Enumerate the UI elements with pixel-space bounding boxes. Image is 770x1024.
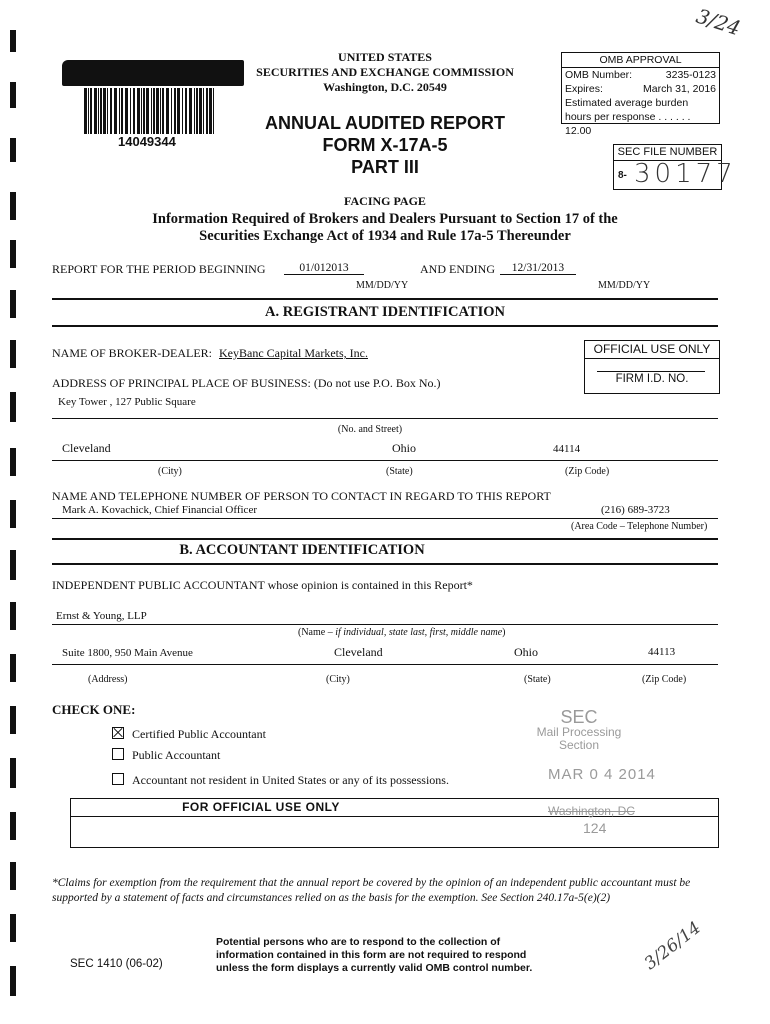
barcode-bar xyxy=(119,88,120,134)
barcode-bar xyxy=(110,88,112,134)
scan-mark xyxy=(10,966,16,996)
barcode-bar xyxy=(100,88,102,134)
scan-mark xyxy=(10,30,16,52)
scan-mark xyxy=(10,602,16,630)
acct-state-hint: (State) xyxy=(524,674,551,685)
section-divider xyxy=(52,325,718,327)
field-line xyxy=(52,624,718,625)
facing-line2: Securities Exchange Act of 1934 and Rule 17a-5 Thereunder xyxy=(199,228,571,244)
barcode-bar xyxy=(213,88,214,134)
agency-line3: Washington, D.C. 20549 xyxy=(323,80,447,94)
agency-line1: UNITED STATES xyxy=(338,50,432,64)
notice-line3: unless the form displays a currently valid OMB control number. xyxy=(216,962,533,974)
zip-value[interactable]: 44114 xyxy=(553,443,581,455)
acct-city-hint: (City) xyxy=(326,674,350,685)
broker-dealer-value[interactable]: KeyBanc Capital Markets, Inc. xyxy=(219,346,368,360)
phone-value[interactable]: (216) 689-3723 xyxy=(601,504,670,516)
barcode-bar xyxy=(133,88,135,134)
barcode-bar xyxy=(196,88,198,134)
barcode-bar xyxy=(146,88,149,134)
barcode-bar xyxy=(203,88,204,134)
barcode-bar xyxy=(209,88,212,134)
form-title: FORM X-17A-5 xyxy=(322,135,448,155)
acct-city-value[interactable]: Cleveland xyxy=(334,645,383,659)
facing-page-title: FACING PAGE xyxy=(344,194,426,208)
scan-mark xyxy=(10,448,16,476)
omb-number-value: 3235-0123 xyxy=(665,69,716,81)
form-id: SEC 1410 (06-02) xyxy=(70,958,163,970)
barcode-bar xyxy=(199,88,202,134)
barcode-bar xyxy=(177,88,180,134)
barcode-bar xyxy=(143,88,145,134)
checkbox-icon[interactable] xyxy=(112,773,124,785)
barcode-bar xyxy=(107,88,108,134)
scan-mark xyxy=(10,654,16,682)
barcode-bar xyxy=(94,88,97,134)
scan-mark xyxy=(10,500,16,528)
barcode-bar xyxy=(88,88,89,134)
period-begin-hint: MM/DD/YY xyxy=(356,280,409,291)
city-hint: (City) xyxy=(158,466,182,477)
stamp-number: 124 xyxy=(583,820,607,836)
acct-zip-hint: (Zip Code) xyxy=(642,674,687,685)
period-end-label: AND ENDING xyxy=(420,262,495,276)
scan-mark xyxy=(10,138,16,162)
section-b-title: B. ACCOUNTANT IDENTIFICATION xyxy=(179,542,425,558)
omb-expires-value: March 31, 2016 xyxy=(643,83,716,95)
accountant-label: INDEPENDENT PUBLIC ACCOUNTANT whose opinion is contained in this Report* xyxy=(52,578,473,592)
official-use-box xyxy=(584,340,720,394)
handwritten-annotation-top: 3/24 xyxy=(693,3,744,41)
field-line xyxy=(52,418,718,419)
omb-number-label: OMB Number: xyxy=(565,69,633,81)
official-use-label: OFFICIAL USE ONLY xyxy=(585,341,719,359)
state-value[interactable]: Ohio xyxy=(392,441,416,455)
scan-mark xyxy=(10,914,16,942)
section-a-title: A. REGISTRANT IDENTIFICATION xyxy=(265,304,505,320)
field-line xyxy=(52,664,718,665)
acct-state-value[interactable]: Ohio xyxy=(514,645,538,659)
checkbox-checked-icon[interactable] xyxy=(112,727,124,739)
barcode-bar xyxy=(151,88,152,134)
facing-line1: Information Required of Brokers and Dealers Pursuant to Section 17 of the xyxy=(152,211,618,227)
firm-id-label: FIRM I.D. NO. xyxy=(615,373,689,385)
barcode-bar xyxy=(130,88,131,134)
agency-line2: SECURITIES AND EXCHANGE COMMISSION xyxy=(256,65,514,79)
check-one-label: CHECK ONE: xyxy=(52,702,136,717)
omb-approval-box xyxy=(561,52,720,137)
sec-file-label: SEC FILE NUMBER xyxy=(614,145,721,161)
option-public-accountant[interactable]: Public Accountant xyxy=(112,747,220,763)
notice-line2: information contained in this form are not required to respond xyxy=(216,949,527,961)
scan-mark xyxy=(10,340,16,368)
barcode-bar xyxy=(90,88,92,134)
footnote: *Claims for exemption from the requirement that the annual report be covered by the opinion of an independent public accountant must be supported by a statement of facts and circumstances relied on as the basis for the exemption. See Section 240.17a-5(e)(2) xyxy=(52,877,691,904)
acct-address-hint: (Address) xyxy=(88,674,128,685)
omb-hours: hours per response . . . . . . 12.00 xyxy=(565,111,691,137)
barcode-bar xyxy=(103,88,106,134)
scan-mark xyxy=(10,192,16,220)
scan-mark xyxy=(10,240,16,268)
street-value[interactable]: Key Tower , 127 Public Square xyxy=(58,396,196,408)
period-end-value[interactable]: 12/31/2013 xyxy=(500,262,576,275)
period-begin-value[interactable]: 01/012013 xyxy=(284,262,364,275)
state-hint: (State) xyxy=(386,466,413,477)
sec-file-prefix: 8- xyxy=(618,170,627,181)
acct-zip-value[interactable]: 44113 xyxy=(648,646,676,658)
option-not-resident[interactable]: Accountant not resident in United States or any of its possessions. xyxy=(112,772,449,788)
barcode-bar xyxy=(171,88,172,134)
sec-file-number-box xyxy=(613,144,737,190)
redaction-bar xyxy=(62,60,244,86)
received-stamp: SEC Mail Processing Section xyxy=(536,707,622,752)
barcode-bar xyxy=(189,88,192,134)
section-divider xyxy=(52,563,718,565)
notice-line1: Potential persons who are to respond to the collection of xyxy=(216,936,501,948)
omb-expires-label: Expires: xyxy=(565,83,603,95)
stamp-city: Washington, DC xyxy=(548,804,635,818)
barcode-bar xyxy=(185,88,187,134)
barcode-bar xyxy=(160,88,161,134)
scan-mark xyxy=(10,290,16,318)
barcode-bar xyxy=(194,88,195,134)
acct-address-value[interactable]: Suite 1800, 950 Main Avenue xyxy=(62,647,193,659)
field-line xyxy=(52,460,718,461)
scan-mark xyxy=(10,550,16,580)
phone-hint: (Area Code – Telephone Number) xyxy=(571,521,708,532)
for-official-use-label: FOR OFFICIAL USE ONLY xyxy=(182,800,340,814)
barcode-bar xyxy=(153,88,155,134)
contact-value[interactable]: Mark A. Kovachick, Chief Financial Officer xyxy=(62,504,257,516)
scan-mark xyxy=(10,862,16,890)
period-begin-label: REPORT FOR THE PERIOD BEGINNING xyxy=(52,262,266,276)
scan-mark xyxy=(10,812,16,840)
scan-mark xyxy=(10,82,16,108)
barcode-bar xyxy=(137,88,140,134)
scan-mark xyxy=(10,758,16,788)
omb-title: OMB APPROVAL xyxy=(562,53,719,68)
address-label: ADDRESS OF PRINCIPAL PLACE OF BUSINESS: (Do not use P.O. Box No.) xyxy=(52,376,441,390)
city-value[interactable]: Cleveland xyxy=(62,441,111,455)
barcode-bar xyxy=(98,88,99,134)
sec-file-number: 30177 xyxy=(634,159,737,189)
checkbox-icon[interactable] xyxy=(112,748,124,760)
period-end-hint: MM/DD/YY xyxy=(598,280,651,291)
barcode-bar xyxy=(162,88,164,134)
street-hint: (No. and Street) xyxy=(337,424,403,435)
barcode xyxy=(84,88,216,134)
name-hint: (Name – if individual, state last, first, middle name) xyxy=(298,627,506,638)
barcode-bar xyxy=(182,88,183,134)
report-title: ANNUAL AUDITED REPORT xyxy=(264,113,505,133)
barcode-number: 14049344 xyxy=(118,134,176,149)
barcode-bar xyxy=(174,88,176,134)
field-line xyxy=(52,518,718,519)
barcode-bar xyxy=(156,88,159,134)
handwritten-annotation-bottom: 3/26/14 xyxy=(640,917,705,975)
accountant-value[interactable]: Ernst & Young, LLP xyxy=(56,610,147,622)
broker-dealer-label: NAME OF BROKER-DEALER: xyxy=(52,346,213,360)
section-divider xyxy=(52,298,718,300)
barcode-bar xyxy=(141,88,142,134)
contact-label: NAME AND TELEPHONE NUMBER OF PERSON TO CONTACT IN REGARD TO THIS REPORT xyxy=(52,489,551,503)
omb-burden: Estimated average burden xyxy=(565,97,689,109)
zip-hint: (Zip Code) xyxy=(565,466,610,477)
part-title: PART III xyxy=(351,157,419,177)
scan-mark xyxy=(10,392,16,422)
barcode-bar xyxy=(114,88,117,134)
barcode-bar xyxy=(166,88,169,134)
barcode-bar xyxy=(121,88,123,134)
barcode-bar xyxy=(206,88,208,134)
barcode-bar xyxy=(84,88,87,134)
stamp-date: MAR 0 4 2014 xyxy=(548,766,656,783)
barcode-bar xyxy=(125,88,128,134)
official-use-line xyxy=(597,371,705,372)
scan-mark xyxy=(10,706,16,734)
option-cpa[interactable]: Certified Public Accountant xyxy=(112,726,266,742)
section-divider xyxy=(52,538,718,540)
